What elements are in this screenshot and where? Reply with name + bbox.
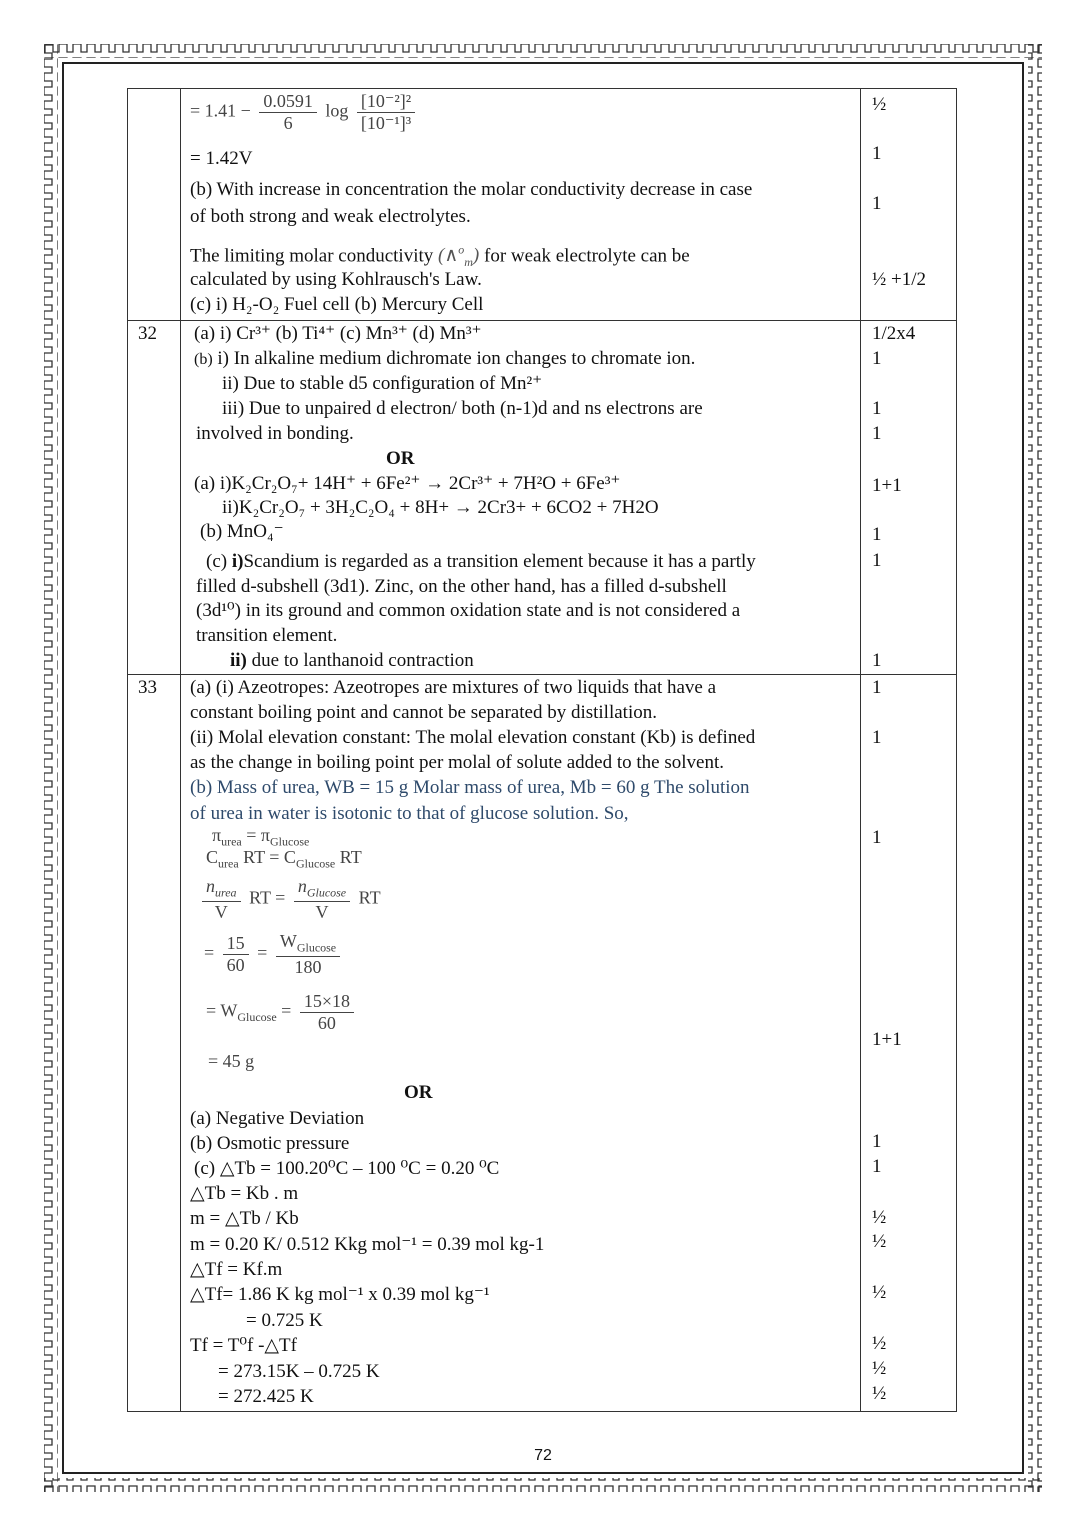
mass-result: = 45 g — [208, 1051, 255, 1071]
text-line: ii) due to lanthanoid contraction — [230, 650, 474, 671]
row-divider — [128, 674, 956, 675]
question-number: 33 — [138, 677, 157, 698]
text-line: m = 0.20 K/ 0.512 Kkg mol⁻¹ = 0.39 mol kg-1 — [190, 1234, 545, 1255]
marks-cell: 1 — [872, 143, 882, 164]
marks-cell: 1 — [872, 193, 882, 214]
marks-cell: 1 — [872, 827, 882, 848]
text-line: △Tb = Kb . m — [190, 1183, 299, 1204]
marks-cell: 1 — [872, 1156, 882, 1177]
nernst-calculation: = 1.41 − $\frac{0.0591}{6}$ log $\frac{\text{[10⁻²]²}}{\text{[10⁻¹]³}}$ — [190, 91, 419, 134]
result-line: = 1.42V — [190, 148, 253, 169]
equation-line: ii)K₂Cr₂O₇ + 3H₂C₂O₄ + 8H+ → 2Cr3+ + 6CO2 + 7H2O — [222, 497, 659, 518]
text-line: (a) i) Cr³⁺ (b) Ti⁴⁺ (c) Mn³⁺ (d) Mn³⁺ — [194, 323, 482, 344]
marks-cell: 1+1 — [872, 1029, 902, 1050]
text-line: (c) i)Scandium is regarded as a transition element because it has a partly — [206, 551, 756, 572]
ratio-equation: = $\frac{15}{60}$ = $\frac{W_{Glucose}}{180}$ — [204, 931, 344, 978]
marks-cell: 1 — [872, 398, 882, 419]
text-line: (b) i) In alkaline medium dichromate ion changes to chromate ion. — [194, 348, 696, 369]
marks-cell: ½ — [872, 94, 887, 115]
osmotic-equation: $\pi_{urea} = \pi_{Glucose}$ — [212, 825, 310, 849]
text-line: of urea in water is isotonic to that of glucose solution. So, — [190, 803, 629, 824]
text-line: iii) Due to unpaired d electron/ both (n-1)d and ns electrons are — [222, 398, 703, 419]
concentration-equation: $C_{urea}$ RT = $C_{Glucose}$ RT — [206, 847, 362, 871]
text-line: of both strong and weak electrolytes. — [190, 206, 471, 227]
text-line: The limiting molar conductivity (∧$^o_m$) for weak electrolyte can be — [190, 243, 690, 270]
marks-cell: ½ +1/2 — [872, 269, 926, 290]
text-line: (a) Negative Deviation — [190, 1108, 365, 1129]
marks-cell: 1+1 — [872, 475, 902, 496]
text-line: (c) △Tb = 100.20⁰C – 100 ⁰C = 0.20 ⁰C — [194, 1158, 500, 1179]
text-line: (a) (i) Azeotropes: Azeotropes are mixtures of two liquids that have a — [190, 677, 717, 698]
text-line: (3d¹⁰) in its ground and common oxidation state and is not considered a — [196, 600, 741, 621]
text-line: m = △Tb / Kb — [190, 1208, 299, 1229]
column-divider — [860, 89, 861, 1411]
text-line: calculated by using Kohlrausch's Law. — [190, 269, 482, 290]
marks-cell: ½ — [872, 1231, 887, 1252]
marks-cell: 1 — [872, 677, 882, 698]
text-line: (c) i) H₂-O₂ Fuel cell (b) Mercury Cell — [190, 294, 484, 315]
text-line: △Tf = Kf.m — [190, 1259, 283, 1280]
marks-cell: 1 — [872, 524, 882, 545]
text-line: as the change in boiling point per molal of solute added to the solvent. — [190, 752, 724, 773]
text-line: = 273.15K – 0.725 K — [218, 1361, 380, 1382]
page-number: 72 — [534, 1447, 552, 1464]
text-line: filled d-subshell (3d1). Zinc, on the other hand, has a filled d-subshell — [196, 576, 727, 597]
marks-cell: 1 — [872, 348, 882, 369]
marks-cell: 1 — [872, 650, 882, 671]
text-line: ii) Due to stable d5 configuration of Mn²⁺ — [222, 373, 543, 394]
marks-cell: ½ — [872, 1383, 887, 1404]
text-line: (ii) Molal elevation constant: The molal elevation constant (Kb) is defined — [190, 727, 756, 748]
column-divider — [180, 89, 181, 1411]
marks-cell: ½ — [872, 1282, 887, 1303]
marks-cell: 1/2x4 — [872, 323, 916, 344]
moles-equation: $\frac{n_{urea}}{V}$ RT = $\frac{n_{Glucose}}{V}$ RT — [198, 876, 381, 923]
marks-cell: 1 — [872, 727, 882, 748]
or-separator: OR — [386, 448, 415, 469]
text-line: (b) Mass of urea, WB = 15 g Molar mass of urea, Mb = 60 g The solution — [190, 777, 750, 798]
text-line: △Tf= 1.86 K kg mol⁻¹ x 0.39 mol kg⁻¹ — [190, 1284, 490, 1305]
text-line: constant boiling point and cannot be separated by distillation. — [190, 702, 657, 723]
marks-cell: ½ — [872, 1333, 887, 1354]
text-line: = 0.725 K — [246, 1310, 323, 1331]
text-line: (b) With increase in concentration the molar conductivity decrease in case — [190, 179, 753, 200]
marks-cell: 1 — [872, 423, 882, 444]
question-number: 32 — [138, 323, 157, 344]
marks-cell: 1 — [872, 550, 882, 571]
text-line: (b) Osmotic pressure — [190, 1133, 350, 1154]
row-divider — [128, 320, 956, 321]
or-separator: OR — [404, 1082, 433, 1103]
marks-cell: ½ — [872, 1207, 887, 1228]
text-line: Tf = T⁰f -△Tf — [190, 1335, 297, 1356]
text-line: involved in bonding. — [196, 423, 354, 444]
marks-cell: ½ — [872, 1358, 887, 1379]
marks-cell: 1 — [872, 1131, 882, 1152]
text-line: = 272.425 K — [218, 1386, 314, 1407]
equation-line: (a) i)K₂Cr₂O₇+ 14H⁺ + 6Fe²⁺ → 2Cr³⁺ + 7H²O + 6Fe³⁺ — [194, 473, 621, 494]
mass-equation: = $W_{Glucose}$ = $\frac{15\times 18}{60}$ — [206, 991, 358, 1034]
text-line: transition element. — [196, 625, 338, 646]
text-line: (b) MnO₄⁻ — [200, 521, 284, 542]
answer-table — [127, 88, 957, 1412]
